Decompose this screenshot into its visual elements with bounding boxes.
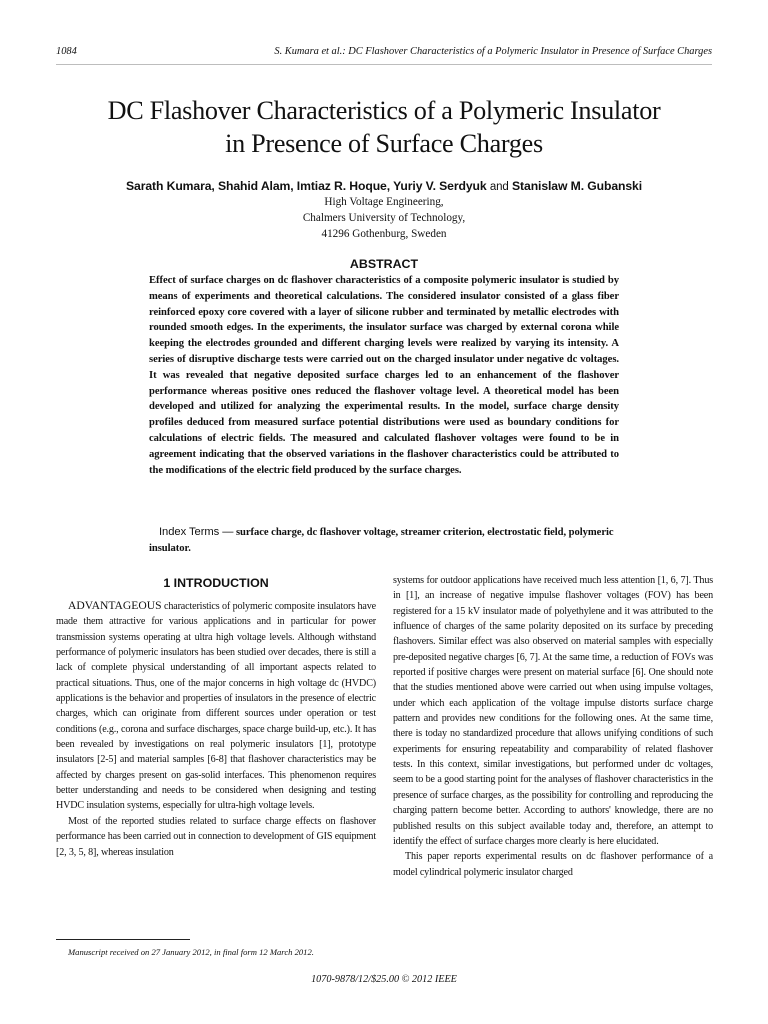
lead-word: ADVANTAGEOUS — [68, 599, 162, 612]
author-names: Sarath Kumara, Shahid Alam, Imtiaz R. Hoque, Yuriy V. Serdyuk — [126, 179, 487, 193]
running-head — [56, 46, 712, 57]
index-terms-label: Index Terms — — [159, 526, 234, 538]
right-column — [393, 573, 713, 880]
section-heading: 1 INTRODUCTION — [163, 576, 269, 590]
paragraph: systems for outdoor applications have received much less attention [1, 6, 7]. Thus in [1], an increase of negative impulse flashover voltages (FOV) has been registered for a 15 kV insulator made of polyethylene and it was attributed to the influence of charges of the same polarity deposited on its surface by preceding flashovers. Similar effect was also observed on material samples with especially pre-deposited negative charges [6, 7]. At the same time, a reduction of FOVs was reported if positive charges were present on material surface [6]. One should note that the studies mentioned above were carried out when using impulse voltages, under which each application of the voltage impulse distorts surface charge pattern and provides new conditions for the following ones. At the same time, there is today no standardized procedure that allows unifying conditions of such experiments for ensuring repeatability and comparability of related flashover tests. In this context, similar investigations, but performed under dc voltages, seem to be a good starting point for the analyses of flashover characteristics in the presence of surface charges, as the possibility for controlling and reproducing the charging pattern become better. According to authors' knowledge, there are no published results on this subject available today and, therefore, an attempt to identify the effect of surface charges more clearly is here elucidated. — [393, 575, 713, 847]
affiliation-line: Chalmers University of Technology, — [302, 212, 466, 224]
paragraph: Most of the reported studies related to surface charge effects on flashover performance has been carried out in connection to development of GIS equipment [2, 3, 5, 8], whereas insulation — [56, 815, 376, 858]
paragraph-text: characteristics of polymeric composite insulators have made them attractive for various applications and in particular for power transmission systems operating at ultra high voltage levels. Although withstand performance of polymeric insulators has been studied over decades, there is still a lack of complete physical understanding of all important aspects related to practical situations. Thus, one of the major concerns in high voltage dc (HVDC) applications is the behavior and properties of insulators in the presence of electric charges, which can originate from different sources under operation or test conditions (e.g., corona and surface discharges, space charge build-up, etc.). It has been revealed by investigations on real polymeric insulators [1], prototype insulators [2-5] and material samples [6-8] that flashover characteristics may be affected by charges present on gas-solid interfaces. This phenomenon requires better understanding and needs to be considered when designing and testing HVDC insulation systems, especially for ultra-high voltage levels. — [56, 601, 376, 812]
abstract-text: Effect of surface charges on dc flashover characteristics of a composite polymeric insulator is studied by means of experiments and theoretical calculations. The considered insulator consisted of a glass fiber reinforced epoxy core covered with a layer of silicone rubber and terminated by metallic electrodes with rounded smooth edges. In the experiments, the insulator surface was charged by external corona while keeping the electrodes grounded and different charging levels were realized by varying its intensity. A series of disruptive discharge tests were carried out on the charged insulator under negative dc voltages. It was revealed that negative deposited surface charges led to an enhancement of the flashover performance whereas positive ones reduced the flashover voltage level. A theoretical model has been developed and utilized for analyzing the experimental results. In the model, surface charge density profiles deduced from measured surface potential distributions were used as boundary conditions for calculations of electric fields. The measured and calculated flashover voltages were found to be in agreement indicating that the observed variations in the flashover characteristics could be attributed to the modifications of the electric field produced by the surface charges. — [149, 275, 619, 476]
affiliation-line: 41296 Gothenburg, Sweden — [321, 228, 447, 240]
left-column — [56, 598, 376, 860]
affiliation-line: High Voltage Engineering, — [324, 196, 444, 208]
title-line-1: DC Flashover Characteristics of a Polymeric Insulator — [107, 96, 661, 125]
journal-reference: S. Kumara et al.: DC Flashover Characteristics of a Polymeric Insulator in Presence of Surface Charges — [274, 46, 712, 57]
paragraph: This paper reports experimental results on dc flashover performance of a model cylindrical polymeric insulator charged — [393, 851, 713, 878]
author-last: Stanislaw M. Gubanski — [512, 179, 642, 193]
header-rule — [56, 64, 712, 65]
index-terms-list: surface charge, dc flashover voltage, streamer criterion, electrostatic field, polymeric insulator. — [149, 527, 614, 554]
paragraph — [56, 598, 376, 814]
paper-title — [60, 94, 708, 160]
abstract-heading: ABSTRACT — [349, 257, 419, 271]
author-conjunction: and — [489, 181, 509, 193]
author-list — [30, 179, 738, 193]
footnote-rule — [56, 939, 190, 940]
copyright-line: 1070-9878/12/$25.00 © 2012 IEEE — [311, 974, 457, 985]
title-line-2: in Presence of Surface Charges — [225, 129, 543, 158]
page-number: 1084 — [56, 46, 77, 57]
footnote: Manuscript received on 27 January 2012, in final form 12 March 2012. — [68, 947, 314, 957]
index-terms — [149, 524, 619, 557]
